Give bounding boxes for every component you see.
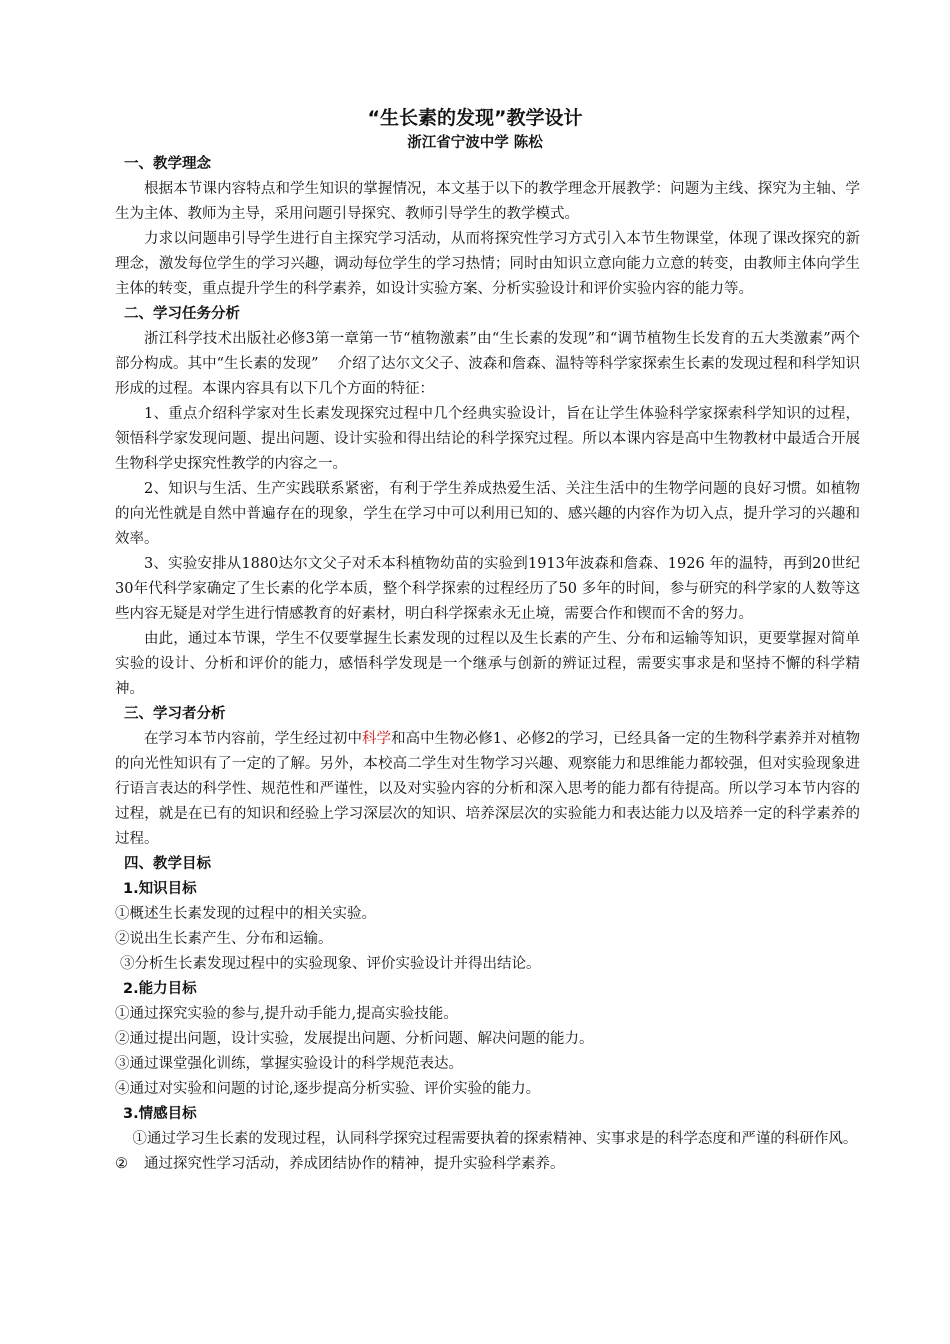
- paragraph: 由此，通过本节课，学生不仅要掌握生长素发现的过程以及生长素的产生、分布和运输等知识，更要掌握对简单实验的设计、分析和评价的能力，感悟科学发现是一个继承与创新的辨证过程，需要实事求是和坚持不懈的科学精神。: [115, 631, 860, 697]
- list-item: ②通过提出问题，设计实验，发展提出问题、分析问题、解决问题的能力。: [115, 1031, 594, 1047]
- list-item: ②说出生长素产生、分布和运输。: [115, 931, 333, 947]
- subheading-emotion: 3.情感目标: [123, 1106, 197, 1122]
- list-text: 通过探究性学习活动，养成团结协作的精神，提升实验科学素养。: [144, 1156, 565, 1172]
- highlighted-term: 科学: [361, 731, 392, 747]
- document-body: [115, 152, 860, 1177]
- list-item: ①通过探究实验的参与,提升动手能力,提高实验技能。: [115, 1006, 458, 1022]
- list-item: ③通过课堂强化训练，掌握实验设计的科学规范表达。: [115, 1056, 463, 1072]
- paragraph: [115, 727, 860, 852]
- section-heading-philosophy: 一、教学理念: [124, 156, 211, 172]
- paragraph: 2、知识与生活、生产实践联系紧密，有利于学生养成热爱生活、关注生活中的生物学问题的良好习惯。如植物的向光性就是自然中普遍存在的现象，学生在学习中可以利用已知的、感兴趣的内容作为切入点，提升学习的兴趣和效率。: [115, 481, 860, 547]
- text-segment: 在学习本节内容前，学生经过初中: [144, 731, 362, 747]
- paragraph: 力求以问题串引导学生进行自主探究学习活动，从而将探究性学习方式引入本节生物课堂，体现了课改探究的新理念，激发每位学生的学习兴趣，调动每位学生的学习热情；同时由知识立意向能力立意的转变，由教师主体向学生主体的转变，重点提升学生的科学素养，如设计实验方案、分析实验设计和评价实验内容的能力等。: [115, 231, 860, 297]
- subheading-knowledge: 1.知识目标: [123, 881, 197, 897]
- list-item: ④通过对实验和问题的讨论,逐步提高分析实验、评价实验的能力。: [115, 1081, 541, 1097]
- paragraph: 1、重点介绍科学家对生长素发现探究过程中几个经典实验设计，旨在让学生体验科学家探索科学知识的过程，领悟科学家发现问题、提出问题、设计实验和得出结论的科学探究过程。所以本课内容是高中生物教材中最适合开展生物科学史探究性教学的内容之一。: [115, 406, 860, 472]
- document-author: 浙江省宁波中学 陈松: [407, 135, 543, 151]
- list-item: ①通过学习生长素的发现过程，认同科学探究过程需要执着的探索精神、实事求是的科学态度和严谨的科研作风。: [132, 1131, 858, 1147]
- list-item: ①概述生长素发现的过程中的相关实验。: [115, 906, 376, 922]
- paragraph: 3、实验安排从1880达尔文父子对禾本科植物幼苗的实验到1913年波森和詹森、1926 年的温特，再到20世纪30年代科学家确定了生长素的化学本质，整个科学探索的过程经历了50 多年的时间，参与研究的科学家的人数等这些内容无疑是对学生进行情感教育的好素材，明白科学探索永无止境，需要合作和锲而不舍的努力。: [115, 556, 860, 622]
- list-item: [115, 1152, 860, 1177]
- section-heading-objectives: 四、教学目标: [124, 856, 211, 872]
- text-segment: 和高中生物必修1、必修2的学习，已经具备一定的生物科学素养并对植物的向光性知识有了一定的了解。另外，本校高二学生对生物学习兴趣、观察能力和思维能力都较强，但对实验现象进行语言表达的科学性、规范性和严谨性，以及对实验内容的分析和深入思考的能力都有待提高。所以学习本节内容的过程，就是在已有的知识和经验上学习深层次的知识、培养深层次的实验能力和表达能力以及培养一定的科学素养的过程。: [115, 731, 861, 847]
- list-number: ②: [115, 1156, 128, 1172]
- document-title: “生长素的发现”教学设计: [367, 107, 583, 129]
- section-heading-learner-analysis: 三、学习者分析: [124, 706, 226, 722]
- paragraph: 浙江科学技术出版社必修3第一章第一节“植物激素”由“生长素的发现”和“调节植物生长发育的五大类激素”两个部分构成。其中“生长素的发现” 介绍了达尔文父子、波森和詹森、温特等科学家探索生长素的发现过程和科学知识形成的过程。本课内容具有以下几个方面的特征：: [115, 331, 860, 397]
- paragraph: 根据本节课内容特点和学生知识的掌握情况，本文基于以下的教学理念开展教学：问题为主线、探究为主轴、学生为主体、教师为主导，采用问题引导探究、教师引导学生的教学模式。: [115, 181, 860, 222]
- section-heading-task-analysis: 二、学习任务分析: [124, 306, 240, 322]
- list-item: ③分析生长素发现过程中的实验现象、评价实验设计并得出结论。: [120, 956, 541, 972]
- subheading-ability: 2.能力目标: [123, 981, 197, 997]
